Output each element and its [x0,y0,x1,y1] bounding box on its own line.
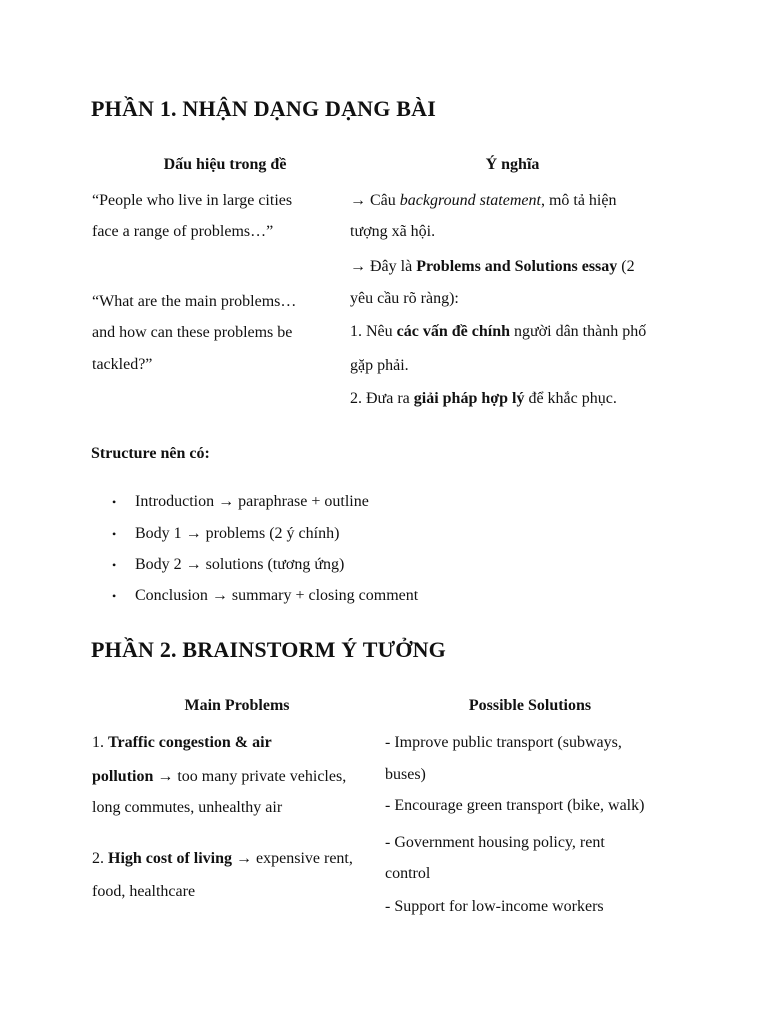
row1-right-line2: tượng xã hội. [350,223,436,240]
part2-col-problems-header: Main Problems [184,697,290,714]
part2-col-solutions-header: Possible Solutions [468,697,592,714]
part1-col-signs-header: Dấu hiệu trong đề [163,156,287,173]
solution3-line2: control [385,865,431,882]
problem1-line1: 1. Traffic congestion & air [92,734,272,751]
solution2-line1: - Encourage green transport (bike, walk) [385,797,645,814]
part1-heading: PHẦN 1. NHẬN DẠNG DẠNG BÀI [91,96,436,121]
row2-left-line3: tackled?” [92,356,153,373]
bullet-icon: • [112,558,117,572]
problem2-line2: food, healthcare [92,883,196,900]
bullet-icon: • [112,527,117,541]
part1-col-meaning-header: Ý nghĩa [485,156,540,173]
row2-right-line5: 2. Đưa ra giải pháp hợp lý để khắc phục. [350,390,617,407]
row2-right-line3: 1. Nêu các vấn đề chính người dân thành phố [350,323,647,340]
solution4-line1: - Support for low-income workers [385,898,604,915]
problem1-line2: pollution → too many private vehicles, [92,768,347,785]
problem1-line3: long commutes, unhealthy air [92,799,283,816]
row2-left-line2: and how can these problems be [92,324,293,341]
row1-left-line2: face a range of problems…” [92,223,274,240]
structure-label: Structure nên có: [91,445,210,462]
solution1-line1: - Improve public transport (subways, [385,734,622,751]
solution3-line1: - Government housing policy, rent [385,834,605,851]
row2-right-line1: → Đây là Problems and Solutions essay (2 [350,258,635,275]
problem2-line1: 2. High cost of living → expensive rent, [92,850,353,867]
row2-right-line4: gặp phải. [350,357,409,374]
row1-left-line1: “People who live in large cities [92,192,293,209]
row2-left-line1: “What are the main problems… [92,293,297,310]
row1-right-line1: → Câu background statement, mô tả hiện [350,192,617,209]
bullet-icon: • [112,495,117,509]
part2-heading: PHẦN 2. BRAINSTORM Ý TƯỞNG [91,637,446,662]
row2-right-line2: yêu cầu rõ ràng): [350,290,459,307]
bullet-icon: • [112,589,117,603]
solution1-line2: buses) [385,766,426,783]
